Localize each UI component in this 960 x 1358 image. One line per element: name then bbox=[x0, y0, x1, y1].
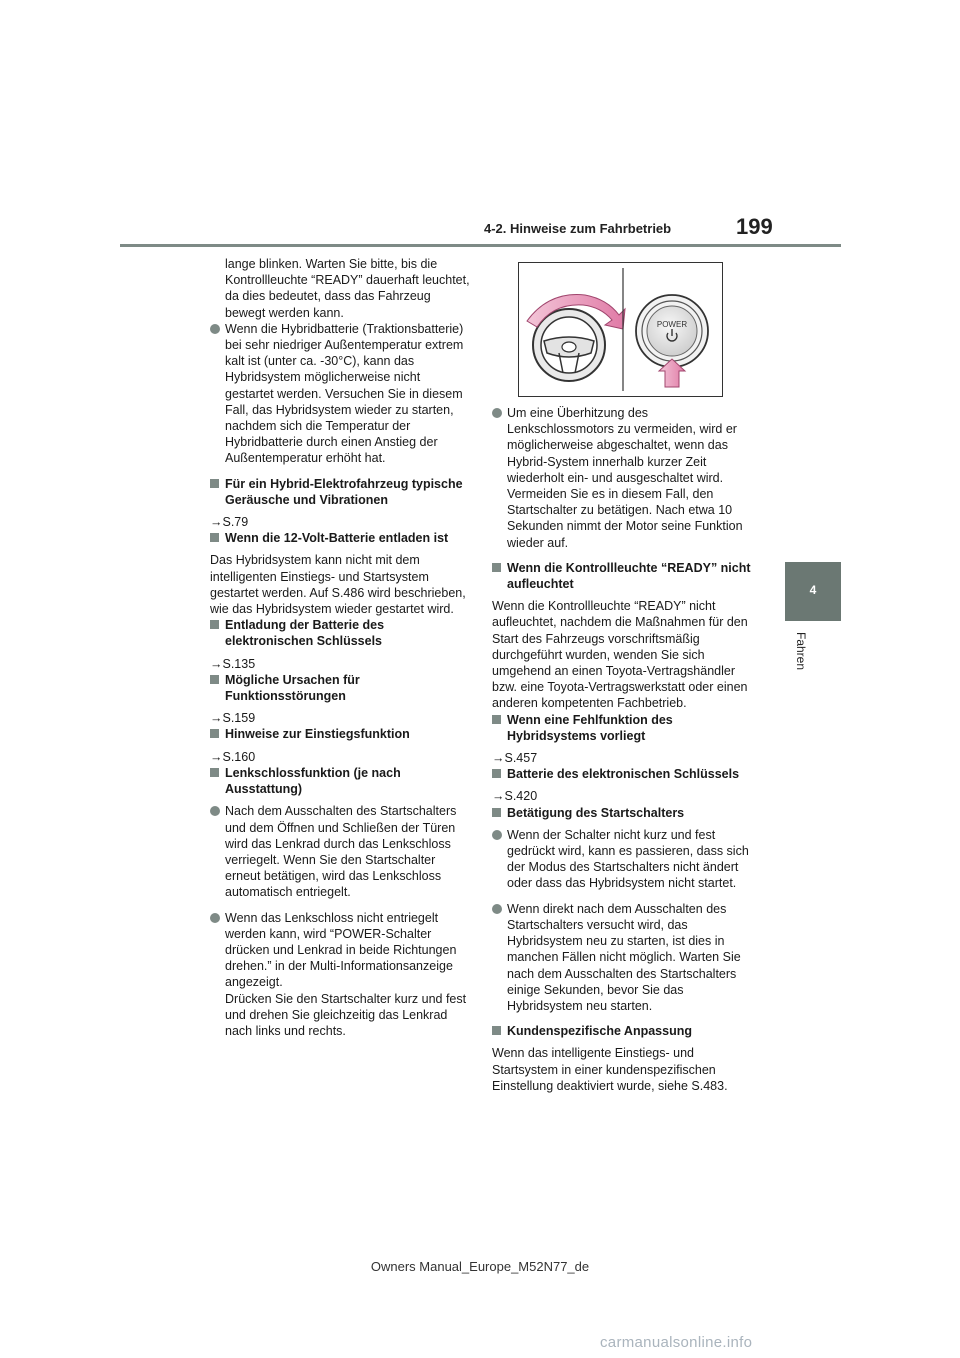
bullet-lock-1: Nach dem Ausschalten des Startschalters und dem Öffnen und Schließen der Türen wird das Lenkrad durch das Lenkschloss verriegelt. Wenn Sie den Startschalter erneut betätigen, wird das Lenkschloss automatisch entriegelt. bbox=[210, 803, 472, 900]
ref-causes: →S.159 bbox=[210, 711, 256, 726]
square-icon bbox=[492, 1026, 501, 1035]
square-icon bbox=[210, 675, 219, 684]
ref-key-battery: →S.135 bbox=[210, 656, 256, 671]
text-12v-battery: Das Hybridsystem kann nicht mit dem intelligenten Einstiegs- und Startsystem gestartet werden. Auf S.486 wird beschrieben, wie das Hybridsystem wieder gestartet wird. bbox=[210, 553, 466, 617]
bullet-icon bbox=[492, 904, 502, 914]
power-label: POWER bbox=[656, 320, 688, 329]
bullet-lock-2: Wenn das Lenkschloss nicht entriegelt werden kann, wird “POWER-Schalter drücken und Lenkrad in beide Richtungen drehen.” in der Multi-Informationsanzeige angezeigt. Drücken Sie den Startschalter kurz und fest und drehen Sie gleichzeitig das Lenkrad nach links und rechts. bbox=[210, 910, 472, 1040]
square-icon bbox=[210, 533, 219, 542]
square-icon bbox=[210, 768, 219, 777]
intro-text: lange blinken. Warten Sie bitte, bis die Kontrollleuchte “READY” dauerhaft leuchtet, da dies bedeutet, dass das Fahrzeug bewegt werden kann. bbox=[225, 257, 470, 320]
chapter-number: 4 bbox=[809, 583, 817, 597]
bullet-icon bbox=[210, 806, 220, 816]
square-icon bbox=[210, 620, 219, 629]
ref-key: →S.420 bbox=[492, 789, 538, 804]
heading-key-battery: Entladung der Batterie des elektronischen Schlüssels bbox=[210, 617, 472, 649]
text-custom: Wenn das intelligente Einstiegs- und Startsystem in einer kundenspezifischen Einstellung deaktiviert wurde, siehe S.483. bbox=[492, 1046, 728, 1093]
bullet-icon bbox=[492, 408, 502, 418]
ref-entry: →S.160 bbox=[210, 749, 256, 764]
steering-and-power-icon bbox=[519, 263, 722, 396]
chapter-label: Fahren bbox=[794, 632, 808, 671]
ref-malfunction: →S.457 bbox=[492, 751, 538, 766]
heading-causes: Mögliche Ursachen für Funktionsstörungen bbox=[210, 672, 472, 704]
heading-steering-lock: Lenkschlossfunktion (je nach Ausstattung) bbox=[210, 765, 472, 797]
text-ready: Wenn die Kontrollleuchte “READY” nicht aufleuchtet, nachdem die Maßnahmen für den Start des Fahrzeugs vorschriftsmäßig durchgeführt wurden, wenden Sie sich umgehend an einen Toyota-Vertragshändler bzw. eine Toyota-Vertragswerkstatt oder einen anderen kompetenten Fachbetrieb. bbox=[492, 599, 748, 711]
bullet-operation-2: Wenn direkt nach dem Ausschalten des Startschalters versucht wird, das Hybridsystem neu zu starten, ist dies in manchen Fällen nicht möglich. Warten Sie nach dem Ausschalten des Startschalters einige Sekunden, bevor Sie das Hybridsystem neu starten. bbox=[492, 901, 757, 1014]
manual-footer: Owners Manual_Europe_M52N77_de bbox=[370, 1259, 590, 1274]
square-icon bbox=[492, 563, 501, 572]
square-icon bbox=[492, 808, 501, 817]
power-switch-illustration bbox=[518, 262, 723, 397]
heading-noises: Für ein Hybrid-Elektrofahrzeug typische Geräusche und Vibrationen bbox=[210, 476, 472, 508]
bullet-operation-1: Wenn der Schalter nicht kurz und fest gedrückt wird, kann es passieren, dass sich der Modus des Startschalters nicht ändert oder dass das Hybridsystem nicht startet. bbox=[492, 827, 757, 892]
bullet-icon bbox=[492, 830, 502, 840]
heading-operation: Betätigung des Startschalters bbox=[492, 805, 757, 821]
bullet-icon bbox=[210, 324, 220, 334]
bullet-icon bbox=[210, 913, 220, 923]
bullet-hybrid-battery: Wenn die Hybridbatterie (Traktionsbatterie) bei sehr niedriger Außentemperatur extrem kalt ist (unter ca. -30°C), kann das Hybridsystem möglicherweise nicht gestartet werden. Versuchen Sie in diesem Fall, das Hybridsystem wieder zu starten, nachdem sich die Temperatur der Hybridbatterie durch einen Anstieg der Außentemperatur erhöht hat. bbox=[210, 321, 472, 467]
left-column bbox=[210, 256, 472, 1048]
square-icon bbox=[210, 479, 219, 488]
section-title: 4-2. Hinweise zum Fahrbetrieb bbox=[484, 221, 672, 236]
heading-entry: Hinweise zur Einstiegsfunktion bbox=[210, 726, 472, 742]
right-column bbox=[492, 405, 757, 1094]
heading-ready: Wenn die Kontrollleuchte “READY” nicht aufleuchtet bbox=[492, 560, 757, 592]
square-icon bbox=[492, 769, 501, 778]
heading-custom: Kundenspezifische Anpassung bbox=[492, 1023, 757, 1039]
watermark-link[interactable]: carmanualsonline.info bbox=[600, 1334, 753, 1351]
bullet-overheat: Um eine Überhitzung des Lenkschlossmotors zu vermeiden, wird er möglicherweise abgeschaltet, wenn das Hybrid-System innerhalb kurzer Zeit wiederholt ein- und ausgeschaltet wird. Vermeiden Sie es in diesem Fall, den Startschalter zu betätigen. Nach etwa 10 Sekunden nimmt der Motor seine Funktion wieder auf. bbox=[492, 405, 757, 551]
heading-key: Batterie des elektronischen Schlüssels bbox=[492, 766, 757, 782]
ref-noises: →S.79 bbox=[210, 515, 249, 530]
heading-12v-battery: Wenn die 12-Volt-Batterie entladen ist bbox=[210, 530, 472, 546]
header-divider bbox=[120, 244, 841, 247]
heading-malfunction: Wenn eine Fehlfunktion des Hybridsystems vorliegt bbox=[492, 712, 757, 744]
square-icon bbox=[492, 715, 501, 724]
square-icon bbox=[210, 729, 219, 738]
page-number: 199 bbox=[736, 214, 773, 239]
